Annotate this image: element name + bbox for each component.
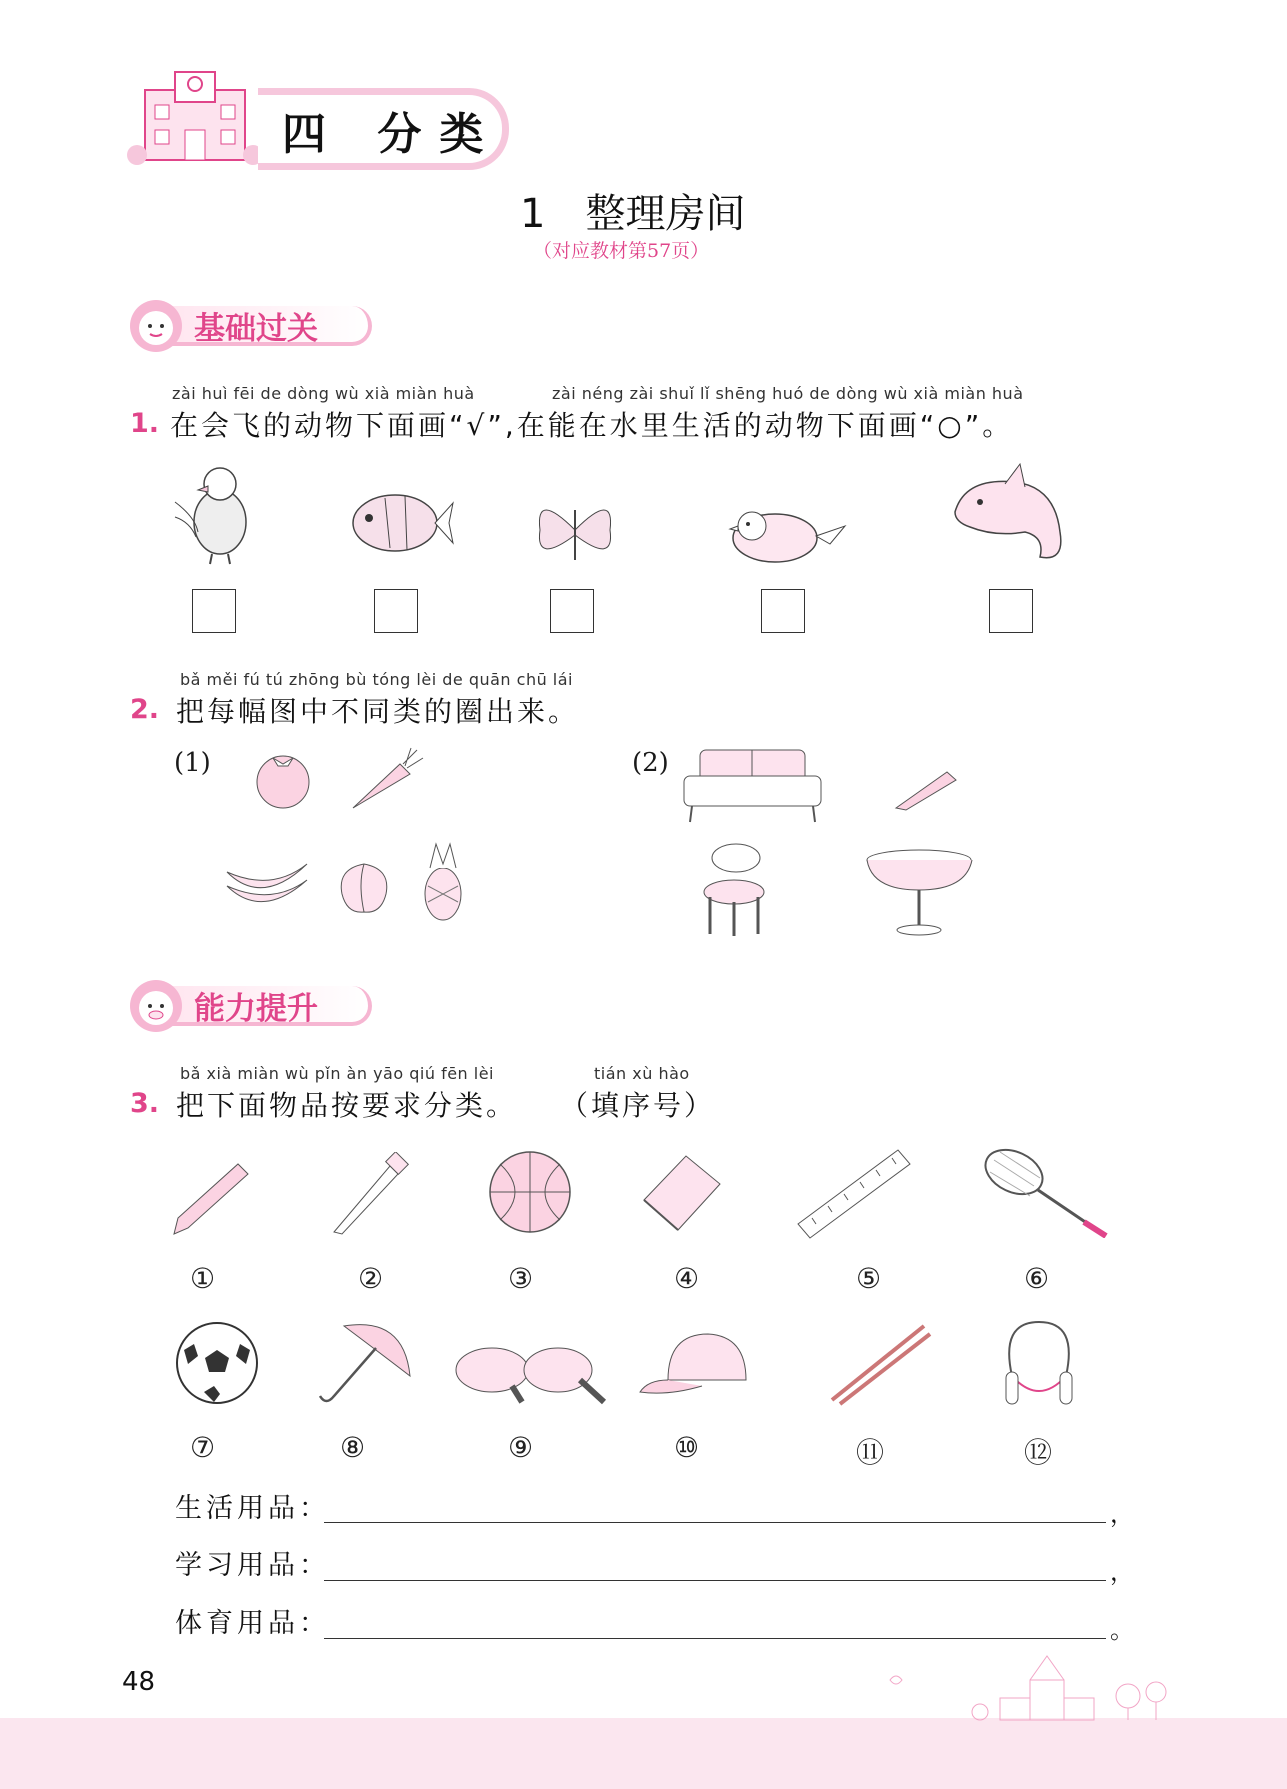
bird-icon <box>720 496 850 568</box>
school-building-icon <box>125 60 265 165</box>
answer-line-study[interactable] <box>324 1580 1106 1581</box>
q1-pinyin-b: zài néng zài shuǐ lǐ shēng huó de dòng wù xià miàn huà <box>552 384 1024 403</box>
item-number: ⑪ <box>856 1436 885 1469</box>
ping-pong-paddles-icon[interactable] <box>452 1344 608 1408</box>
answer-label-sports: 体育用品： <box>175 1608 330 1639</box>
jump-rope-icon[interactable] <box>996 1316 1082 1412</box>
peach-icon[interactable] <box>336 854 392 916</box>
q2-text: 把每幅图中不同类的圈出来。 <box>176 695 580 728</box>
butterfly-icon <box>525 490 625 570</box>
q2-group1-label: (1) <box>174 748 211 778</box>
badminton-racket-icon[interactable] <box>980 1146 1114 1238</box>
soccer-ball-icon[interactable] <box>174 1320 260 1406</box>
answer-box[interactable] <box>550 589 594 633</box>
unit-title: 四 分类 <box>282 109 502 160</box>
page-number: 48 <box>122 1667 156 1697</box>
item-number: ⑦ <box>190 1431 216 1464</box>
item-number: ⑧ <box>340 1431 366 1464</box>
answer-label-daily: 生活用品： <box>175 1493 330 1524</box>
q3-number: 3. <box>130 1088 160 1119</box>
footer-band <box>0 1718 1287 1789</box>
item-number: ⑤ <box>856 1262 882 1295</box>
q3-text: 把下面物品按要求分类。 <box>176 1089 518 1122</box>
answer-box[interactable] <box>761 589 805 633</box>
eagle-icon <box>170 462 270 567</box>
section-title-advanced: 能力提升 <box>194 991 318 1027</box>
fish-icon <box>345 478 455 568</box>
chair-icon[interactable] <box>700 842 770 938</box>
pineapple-icon[interactable] <box>418 842 468 922</box>
girl-avatar-icon <box>128 298 184 354</box>
q2-pinyin: bǎ měi fú tú zhōng bù tóng lèi de quān chū lái <box>180 670 573 689</box>
q2-number: 2. <box>130 694 160 725</box>
table-icon[interactable] <box>862 846 977 938</box>
cap-icon[interactable] <box>638 1330 752 1402</box>
lesson-subtitle: （对应教材第57页） <box>533 240 710 262</box>
q1-text: 在会飞的动物下面画“√”,在能在水里生活的动物下面画“○”。 <box>170 409 1014 442</box>
banana-icon[interactable] <box>222 842 312 914</box>
chopsticks-icon[interactable] <box>828 1322 932 1406</box>
carrot-icon[interactable] <box>345 746 425 814</box>
pen-icon[interactable] <box>892 764 962 812</box>
umbrella-icon[interactable] <box>314 1316 414 1408</box>
monkey-avatar-icon <box>128 978 184 1034</box>
eraser-icon[interactable] <box>636 1150 726 1238</box>
lesson-title: 1 整理房间 <box>520 191 746 237</box>
dolphin-icon <box>945 462 1075 570</box>
answer-box[interactable] <box>192 589 236 633</box>
item-number: ④ <box>674 1262 700 1295</box>
item-number: ⑥ <box>1024 1262 1050 1295</box>
q3-pinyin-a: bǎ xià miàn wù pǐn àn yāo qiú fēn lèi <box>180 1064 494 1083</box>
answer-line-sports[interactable] <box>324 1638 1106 1639</box>
basketball-icon[interactable] <box>486 1148 574 1236</box>
ruler-icon[interactable] <box>792 1144 914 1240</box>
q1-pinyin-a: zài huì fēi de dòng wù xià miàn huà <box>172 384 475 403</box>
answer-label-study: 学习用品： <box>175 1550 330 1581</box>
item-number: ⑩ <box>674 1431 700 1464</box>
answer-box[interactable] <box>989 589 1033 633</box>
answer-end: 。 <box>1110 1616 1134 1644</box>
section-title-basic: 基础过关 <box>194 311 318 347</box>
answer-end: ， <box>1110 1558 1134 1586</box>
pen-icon[interactable] <box>328 1152 412 1236</box>
q2-group2-label: (2) <box>632 748 669 778</box>
q3-pinyin-b: tián xù hào <box>594 1064 690 1083</box>
castle-decoration-icon <box>880 1650 1170 1722</box>
answer-line-daily[interactable] <box>324 1522 1106 1523</box>
sofa-icon[interactable] <box>680 746 825 826</box>
item-number: ③ <box>508 1262 534 1295</box>
item-number: ⑫ <box>1024 1436 1053 1469</box>
item-number: ① <box>190 1262 216 1295</box>
answer-end: ， <box>1110 1500 1134 1528</box>
q3-text-paren: （填序号） <box>560 1089 716 1122</box>
pencil-icon[interactable] <box>168 1158 253 1238</box>
q1-number: 1. <box>130 408 160 439</box>
tomato-icon[interactable] <box>248 748 318 810</box>
item-number: ② <box>358 1262 384 1295</box>
item-number: ⑨ <box>508 1431 534 1464</box>
answer-box[interactable] <box>374 589 418 633</box>
